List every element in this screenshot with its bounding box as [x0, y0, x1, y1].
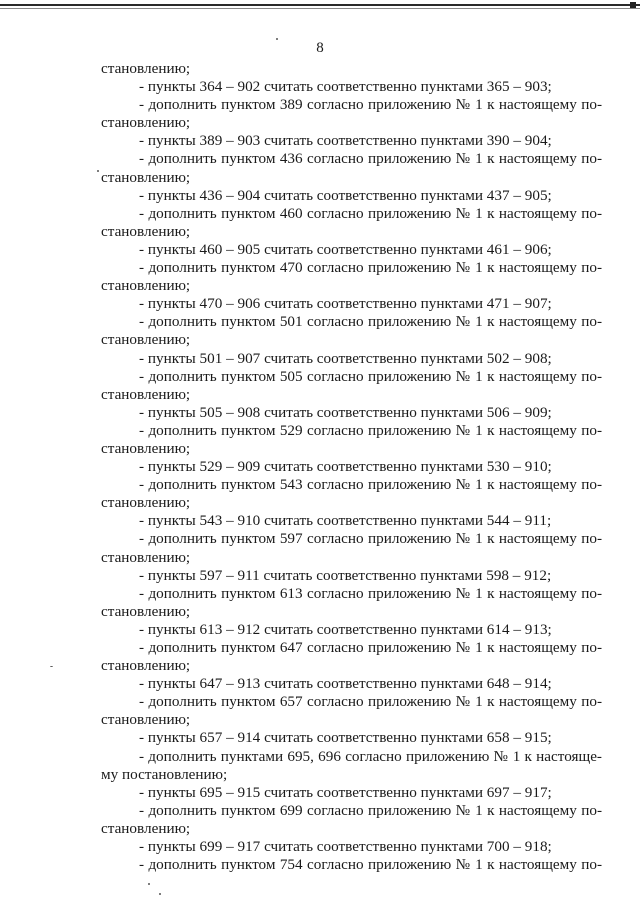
scan-speck	[276, 38, 278, 40]
text-line: - пункты 647 – 913 считать соответственно пунктами 648 – 914;	[139, 675, 552, 693]
text-line: становлению;	[101, 494, 191, 512]
text-line: - дополнить пунктом 699 согласно приложению № 1 к настоящему по-	[139, 801, 602, 819]
text-line: становлению;	[101, 60, 191, 77]
scan-speck	[97, 170, 99, 172]
text-line: - пункты 436 – 904 считать соответственно пунктами 437 – 905;	[139, 186, 552, 204]
text-line: становлению;	[101, 114, 191, 132]
text-line: - пункты 460 – 905 считать соответственно пунктами 461 – 906;	[139, 240, 552, 258]
text-line: - дополнить пунктом 754 согласно приложению № 1 к настоящему по-	[139, 856, 602, 874]
text-line: становлению;	[101, 168, 191, 186]
text-line: становлению;	[101, 439, 191, 457]
text-line: - пункты 470 – 906 считать соответственно пунктами 471 – 907;	[139, 295, 552, 313]
text-line: становлению;	[101, 711, 191, 729]
text-line: становлению;	[101, 222, 191, 240]
text-line: - пункты 389 – 903 считать соответственно пунктами 390 – 904;	[139, 132, 552, 150]
text-line: становлению;	[101, 657, 191, 675]
text-line: становлению;	[101, 819, 191, 837]
scan-speck	[159, 893, 161, 895]
text-line: - дополнить пунктом 657 согласно приложению № 1 к настоящему по-	[139, 693, 602, 711]
text-line: - дополнить пунктом 597 согласно приложению № 1 к настоящему по-	[139, 530, 602, 548]
text-line: - дополнить пунктом 529 согласно приложению № 1 к настоящему по-	[139, 421, 602, 439]
corner-mark	[630, 2, 636, 8]
text-line: - пункты 364 – 902 считать соответственно пунктами 365 – 903;	[139, 78, 552, 96]
text-line: - пункты 529 – 909 считать соответственно пунктами 530 – 910;	[139, 458, 552, 476]
page-top-border	[0, 4, 640, 6]
text-line: - дополнить пунктом 647 согласно приложению № 1 к настоящему по-	[139, 639, 602, 656]
text-line: - дополнить пунктом 613 согласно приложению № 1 к настоящему по-	[139, 584, 602, 602]
text-line: - дополнить пунктом 543 согласно приложению № 1 к настоящему по-	[139, 476, 602, 494]
text-line: становлению;	[101, 548, 191, 566]
text-line: - дополнить пунктом 501 согласно приложению № 1 к настоящему по-	[139, 313, 602, 331]
text-line: - пункты 597 – 911 считать соответственно пунктами 598 – 912;	[139, 566, 552, 584]
text-line: - пункты 613 – 912 считать соответственно пунктами 614 – 913;	[139, 620, 552, 638]
text-line: - дополнить пунктом 460 согласно приложению № 1 к настоящему по-	[139, 204, 602, 222]
text-line: становлению;	[101, 385, 191, 403]
text-line: - пункты 699 – 917 считать соответственно пунктами 700 – 918;	[139, 838, 552, 856]
text-line: - дополнить пунктом 505 согласно приложению № 1 к настоящему по-	[139, 367, 602, 385]
text-line: му постановлению;	[101, 765, 228, 783]
text-line: - пункты 695 – 915 считать соответственно пунктами 697 – 917;	[139, 783, 552, 801]
scan-speck	[148, 883, 150, 885]
page-number: 8	[316, 40, 324, 56]
text-line: - дополнить пунктами 695, 696 согласно приложению № 1 к настояще-	[139, 747, 602, 765]
text-line: - пункты 501 – 907 считать соответственно пунктами 502 – 908;	[139, 349, 552, 367]
page-top-border-thin	[0, 8, 640, 9]
document-body	[101, 60, 602, 874]
text-line: - пункты 657 – 914 считать соответственно пунктами 658 – 915;	[139, 729, 552, 747]
text-line: становлению;	[101, 277, 191, 295]
text-line: - дополнить пунктом 389 согласно приложению № 1 к настоящему по-	[139, 96, 602, 114]
text-line: - пункты 505 – 908 считать соответственно пунктами 506 – 909;	[139, 403, 552, 421]
text-line: становлению;	[101, 602, 191, 620]
scan-speck	[50, 666, 53, 667]
text-line: - дополнить пунктом 470 согласно приложению № 1 к настоящему по-	[139, 259, 602, 277]
text-line: становлению;	[101, 331, 191, 349]
text-line: - дополнить пунктом 436 согласно приложению № 1 к настоящему по-	[139, 150, 602, 168]
text-line: - пункты 543 – 910 считать соответственно пунктами 544 – 911;	[139, 512, 552, 530]
